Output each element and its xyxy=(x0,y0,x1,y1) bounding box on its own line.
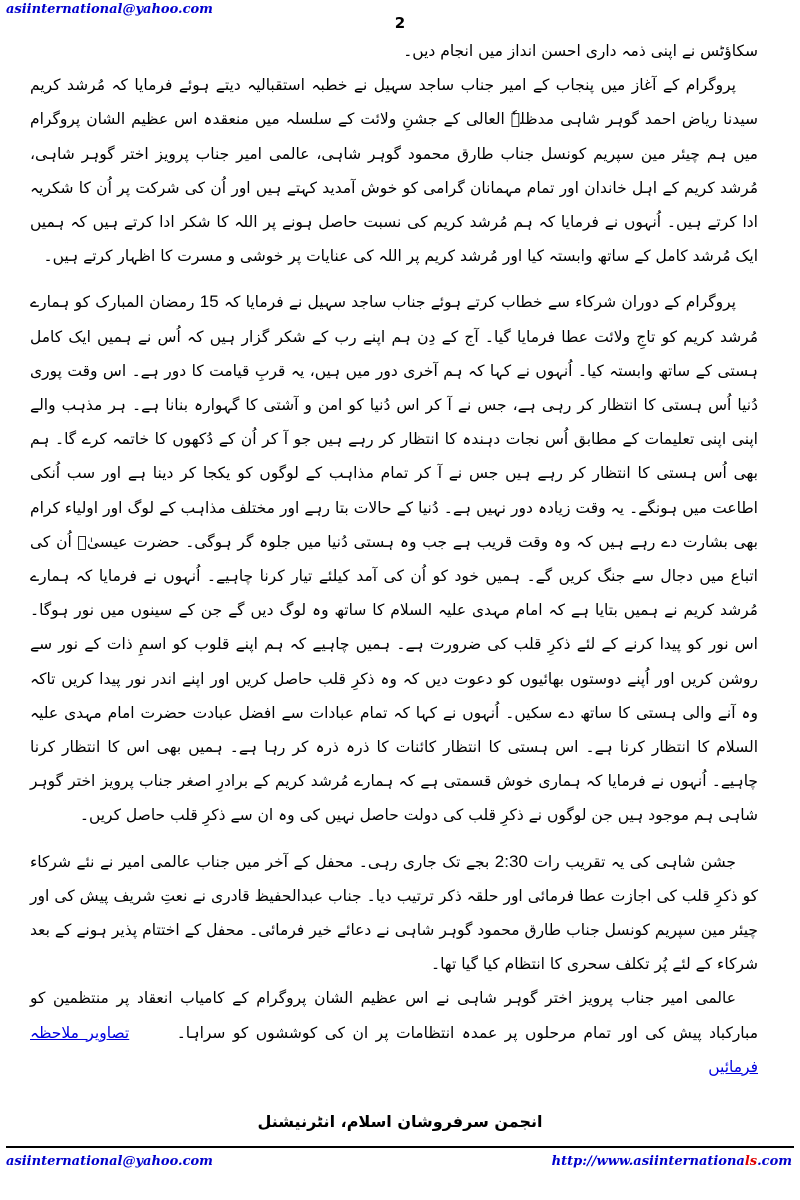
paragraph-welcome-address: پروگرام کے آغاز میں پنجاب کے امیر جناب ساجد سہیل نے خطبہ استقبالیہ دیتے ہوئے فرمایا کہ مُرشد کریم سیدنا ریاض احمد گوہر شاہی مدظلہٗ العالی کے جشنِ ولائت کے سلسلہ میں منعقدہ اس عظیم الشان پروگرام میں ہم چیئر مین سپریم کونسل جناب طارق محمود گوہر شاہی، عالمی امیر جناب پرویز اختر گوہر شاہی، مُرشد کریم کے اہل خاندان اور تمام مہمانان گرامی کو خوش آمدید کہتے ہیں اور اُن کی شرکت پر اُن کا شکریہ ادا کرتے ہیں۔ اُنہوں نے فرمایا کہ ہم مُرشد کریم کی نسبت حاصل ہونے پر اللہ کا شکر ادا کرتے ہیں کہ ہمیں ایک مُرشد کامل کے ساتھ وابستہ کیا اور مُرشد کریم پر اللہ کی عنایات پر خوشی و مسرت کا اظہار کرتے ہیں۔ xyxy=(30,76,758,266)
footer-email[interactable]: asiinternational@yahoo.com xyxy=(6,1154,213,1169)
paragraph-event-end xyxy=(30,845,758,982)
header-email[interactable]: asiinternational@yahoo.com xyxy=(6,2,213,17)
footer-divider xyxy=(6,1146,794,1148)
appreciation-text: عالمی امیر جناب پرویز اختر گوہر شاہی نے اس عظیم الشان پروگرام کے کامیاب انعقاد پر منتظمین کو مبارکباد پیش کی اور تمام مرحلوں پر عمدہ انتظامات پر ان کی کوششوں کو سراہا۔ xyxy=(30,989,759,1042)
view-photos-link[interactable]: تصاویر ملاحظہ فرمائیں xyxy=(30,1023,758,1076)
article-body xyxy=(30,34,758,1084)
paragraph-scouts: سکاؤٹس نے اپنی ذمہ داری احسن انداز میں انجام دیں۔ xyxy=(403,42,758,60)
event-end-intro: جشن شاہی کی یہ تقریب رات xyxy=(533,852,736,871)
url-highlight: ls xyxy=(744,1154,758,1169)
website-url-link[interactable] xyxy=(552,1154,792,1169)
paragraph-appreciation xyxy=(30,981,758,1084)
event-end-content: بجے تک جاری رہی۔ محفل کے آخر میں جناب عالمی امیر نے نئے شرکاء کو ذکرِ قلب کی اجازت عطا فرمائی اور حلقہ ذکر ترتیب دیا۔ جناب عبدالحفیظ قادری نے نعتِ شریف پیش کی اور چیئر مین سپریم کونسل جناب طارق محمود گوہر شاہی نے دعائے خیر فرمائی۔ محفل کے اختتام پذیر ہونے کے بعد شرکاء کے لئے پُر تکلف سحری کا انتظام کیا گیا تھا۔ xyxy=(30,852,758,974)
page-number: 2 xyxy=(394,14,406,32)
organization-name: انجمن سرفروشان اسلام، انٹرنیشنل xyxy=(257,1112,543,1131)
event-end-time: 2:30 xyxy=(494,851,528,871)
url-prefix: http://www.asiinternationa xyxy=(551,1154,745,1169)
url-suffix: .com xyxy=(757,1154,792,1169)
speech-intro: پروگرام کے دوران شرکاء سے خطاب کرتے ہوئے جناب ساجد سہیل نے فرمایا کہ xyxy=(223,293,736,312)
ramadan-date-number: 15 xyxy=(199,292,219,312)
speech-content: رمضان المبارک کو ہمارے مُرشد کریم کو تاجِ ولائت عطا فرمایا گیا۔ آج کے دِن ہم اپنے رب کے شکر گزار ہیں کہ اُس نے ہمیں ایک کامل ہستی کے ساتھ وابستہ کیا۔ اُنہوں نے کہا کہ ہم آخری دور میں ہیں، یہ قربِ قیامت کا دور ہے۔ اس وقت پوری دُنیا اُس ہستی کا انتظار کر رہی ہے، جس نے آ کر اس دُنیا کو امن و آشتی کا گہوارہ بنانا ہے۔ ہر مذہب والے اپنی اپنی تعلیمات کے مطابق اُس نجات دہندہ کا انتظار کر رہے ہیں جو آ کر اُن کے دُکھوں کا خاتمہ کرے گا۔ ہم بھی اُس ہستی کا انتظار کر رہے ہیں جس نے آ کر تمام مذاہب کے لوگوں کو یکجا کر دینا ہے اور سب اُنکی اطاعت میں ہونگے۔ یہ وقت زیادہ دور نہیں ہے۔ دُنیا کے حالات بتا رہے اور مختلف مذاہب کے لوگ اور اولیاء کرام بھی بشارت دے رہے ہیں کہ وہ وقت قریب ہے جب وہ ہستی دُنیا میں جلوہ گر ہوگی۔ حضرت عیسیٰؑ اُن کی اتباع میں دجال سے جنگ کریں گے۔ ہمیں خود کو اُن کی آمد کیلئے تیار کرنا چاہیے۔ اُنہوں نے فرمایا کہ ہمارے مُرشد کریم نے ہمیں بتایا ہے کہ امام مہدی علیہ السلام کا ساتھ وہ لوگ دیں گے جن کے سینوں میں نور ہوگا۔ اس نور کو پیدا کرنے کے لئے ذکرِ قلب کی ضرورت ہے۔ ہمیں چاہیے کہ ہم اپنے قلوب کو اسمِ ذات کے نور سے روشن کریں اور اُپنے دوستوں بھائیوں کو دعوت دیں کہ وہ ذکرِ قلب حاصل کریں اور اپنے اندر نور پیدا کریں تاکہ وہ آنے والی ہستی کا ساتھ دے سکیں۔ اُنہوں نے کہا کہ تمام عبادات سے افضل عبادت حضرت امام مہدی علیہ السلام کا انتظار کرنا ہے۔ اس ہستی کا انتظار کائنات کا ذرہ ذرہ کر رہا ہے۔ ہمیں بھی اس کا انتظار کرنا چاہیے۔ اُنہوں نے فرمایا کہ ہماری خوش قسمتی ہے کہ ہمارے مُرشد کریم کے برادرِ اصغر جناب پرویز اختر گوہر شاہی ہم موجود ہیں جن لوگوں نے ذکرِ قلب کی دولت حاصل نہیں کی وہ ان سے ذکرِ قلب حاصل کریں۔ xyxy=(30,293,758,825)
paragraph-speech xyxy=(30,285,758,832)
